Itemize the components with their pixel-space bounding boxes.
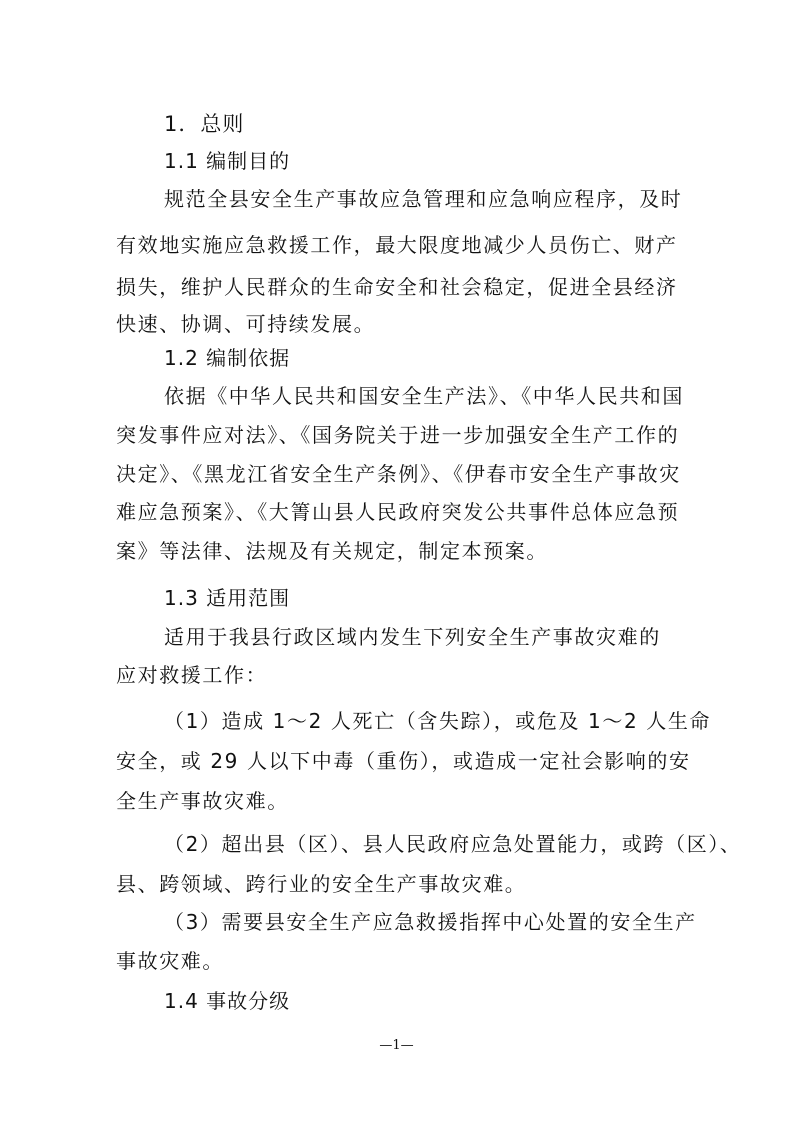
basis-text-line: 依据《中华人民共和国安全生产法》、《中华人民共和国 xyxy=(164,384,684,408)
section-heading-purpose: 1.1 编制目的 xyxy=(164,149,291,173)
scope-item-3-line: （3）需要县安全生产应急救援指挥中心处置的安全生产 xyxy=(164,910,697,934)
scope-item-3-line: 事故灾难。 xyxy=(116,949,224,973)
scope-item-1-line: 全生产事故灾难。 xyxy=(116,789,289,813)
basis-text-line: 难应急预案》、《大箐山县人民政府突发公共事件总体应急预 xyxy=(116,500,680,524)
scope-intro-line: 适用于我县行政区域内发生下列安全生产事故灾难的 xyxy=(164,625,661,649)
purpose-text-line: 规范全县安全生产事故应急管理和应急响应程序，及时 xyxy=(164,187,683,211)
section-heading-accident-level: 1.4 事故分级 xyxy=(164,989,291,1013)
purpose-text-line: 快速、协调、可持续发展。 xyxy=(116,312,376,336)
section-heading-scope: 1.3 适用范围 xyxy=(164,586,291,610)
page-number: —1— xyxy=(379,1038,414,1053)
scope-item-1-line: 安全，或 29 人以下中毒（重伤），或造成一定社会影响的安 xyxy=(116,749,691,773)
scope-item-2-line: 县、跨领域、跨行业的安全生产事故灾难。 xyxy=(116,872,527,896)
scope-item-1-line: （1）造成 1～2 人死亡（含失踪），或危及 1～2 人生命 xyxy=(164,709,712,733)
basis-text-line: 突发事件应对法》、《国务院关于进一步加强安全生产工作的 xyxy=(116,423,680,447)
scope-item-2-line: （2）超出县（区）、县人民政府应急处置能力，或跨（区）、 xyxy=(164,832,742,856)
purpose-text-line: 损失，维护人民群众的生命安全和社会稳定，促进全县经济 xyxy=(116,275,678,299)
basis-text-line: 决定》、《黑龙江省安全生产条例》、《伊春市安全生产事故灾 xyxy=(116,462,681,486)
section-heading-basis: 1.2 编制依据 xyxy=(164,346,291,370)
scope-intro-line: 应对救援工作： xyxy=(116,663,268,687)
section-heading-general: 1．总则 xyxy=(164,112,245,136)
basis-text-line: 案》等法律、法规及有关规定，制定本预案。 xyxy=(116,539,548,563)
purpose-text-line: 有效地实施应急救援工作，最大限度地减少人员伤亡、财产 xyxy=(116,233,678,257)
